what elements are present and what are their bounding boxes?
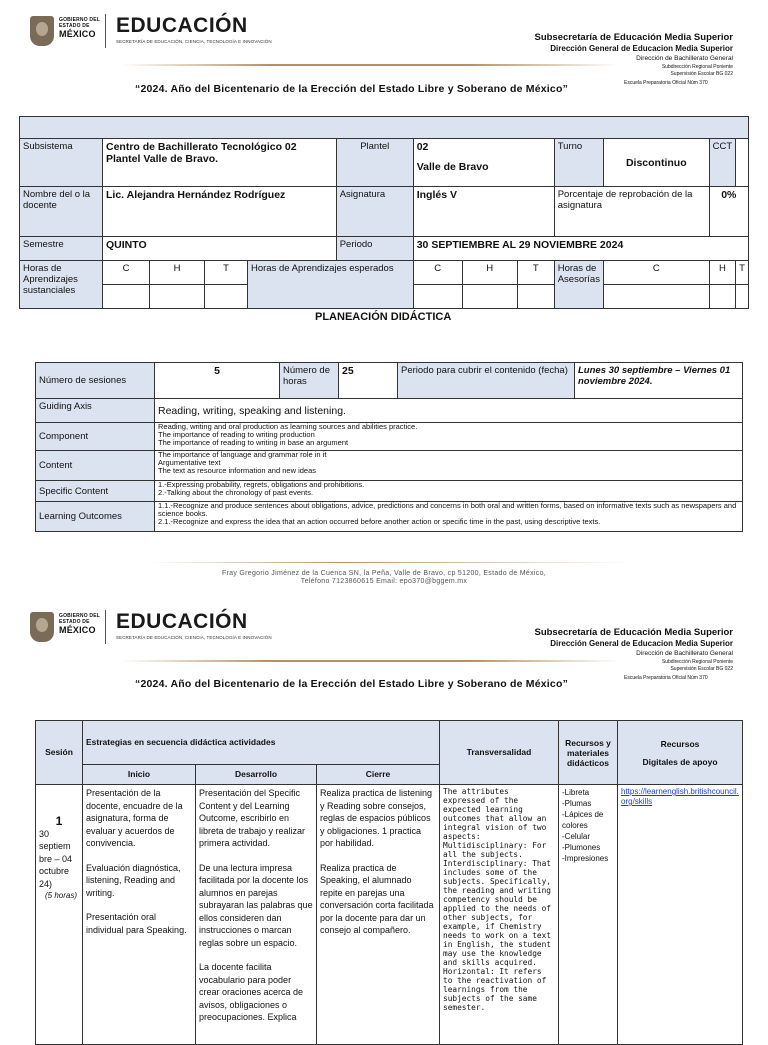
periodo-cubrir-value: Lunes 30 septiembre – Viernes 01 noviembre 2024. [575, 363, 743, 399]
estrategias-header: Estrategias en secuencia didáctica actividades [83, 721, 440, 765]
inicio-header: Inicio [83, 765, 196, 785]
secretaria-name: SECRETARÍA DE EDUCACIÓN, CIENCIA, TECNOLOGÍA E INNOVACIÓN [116, 39, 272, 44]
content-line: The text as resource information and new ideas [158, 466, 317, 475]
hours-cell [205, 285, 248, 309]
escuela: Escuela Preparatoria Oficial Núm 370 [624, 80, 708, 86]
supervision: Supervisión Escolar BG 022 [670, 666, 733, 672]
hours-cell [603, 285, 709, 309]
gov-line: MÉXICO [59, 625, 96, 635]
recursos-digitales-cell [618, 785, 743, 1045]
asignatura-label: Asignatura [336, 187, 413, 237]
gov-logo-text [59, 17, 100, 40]
recursos-header: Recursos y materiales didácticos [559, 721, 618, 785]
state-seal-icon [30, 16, 54, 46]
component-line: The importance of reading to writing in base an argument [158, 438, 349, 447]
subdireccion: Subdirección Regional Poniente [661, 64, 733, 70]
direccion-bachillerato: Dirección de Bachillerato General [636, 55, 733, 62]
recursos-digitales-line: Digitales de apoyo [642, 756, 718, 767]
page1-footer [0, 570, 768, 586]
sesiones-value: 5 [155, 363, 280, 399]
escuela: Escuela Preparatoria Oficial Núm 370 [624, 675, 708, 681]
session-number: 1 [55, 814, 63, 828]
content-line: Argumentative text [158, 458, 221, 467]
axis-value: Reading, writing, speaking and listening. [155, 399, 743, 423]
col-h: H [709, 261, 736, 285]
session-date: 30 septiem bre – 04 octubre 24) [39, 828, 73, 889]
hours-cell [517, 285, 554, 309]
col-t: T [205, 261, 248, 285]
axis-label: Guiding Axis [36, 399, 155, 423]
session-1-cell [36, 785, 83, 1045]
transversalidad-header: Transversalidad [440, 721, 559, 785]
gov-logo-text [59, 613, 100, 636]
horas-ases-label: Horas de Asesorías [554, 261, 603, 309]
sesiones-label: Número de sesiones [36, 363, 155, 399]
desarrollo-header: Desarrollo [196, 765, 317, 785]
direccion-general: Dirección General de Educacion Media Superior [550, 44, 733, 53]
component-label: Component [36, 423, 155, 451]
cct-label: CCT [709, 139, 736, 187]
transversalidad-cell: The attributes expressed of the expected learning outcomes that allow an integral vision of two aspects: Multidisciplinary: For all the subjects. Interdisciplinary: That includes some of the subjects. Specifically, the reading and writing competency should be applied to the needs of other subjects, for example, if Chemistry needs to work on a text in English, the student may use the knowledge and skills acquired. Horizontal: It refers to the reactivation of learnings from the subjects of the same semester. [440, 785, 559, 1045]
recursos-digitales-line: Recursos [660, 738, 700, 749]
recurso-item: -Lápices de colores [562, 810, 604, 830]
horas-esp-label: Horas de Aprendizajes esperados [248, 261, 414, 309]
plan-table [35, 362, 743, 532]
divider [105, 14, 106, 48]
docente-value: Lic. Alejandra Hernández Rodríguez [103, 187, 337, 237]
gov-line: GOBIERNO DEL [59, 613, 101, 619]
cierre-paragraph: Realiza practica de Speaking, el alumnado repite en parejas una conversación corta facilitada por la docente para dar un consejo al compañero. [320, 862, 434, 935]
subsecretaria: Subsecretaría de Educación Media Superior [534, 627, 733, 638]
col-t: T [517, 261, 554, 285]
periodo-cubrir-label: Periodo para cubrir el contenido (fecha) [398, 363, 575, 399]
subsistema-value: Centro de Bachillerato Tecnológico 02 Plantel Valle de Bravo. [103, 139, 337, 187]
hours-cell [462, 285, 517, 309]
col-c: C [103, 261, 150, 285]
component-value [155, 423, 743, 451]
session-hours: (5 horas) [45, 891, 78, 900]
specific-value [155, 481, 743, 502]
semestre-value: QUINTO [103, 237, 337, 261]
footer-rule [150, 562, 630, 563]
subsecretaria: Subsecretaría de Educación Media Superior [534, 32, 733, 43]
asignatura-value: Inglés V [413, 187, 554, 237]
plantel-name: Valle de Bravo [416, 161, 489, 173]
hours-cell [150, 285, 205, 309]
inicio-paragraph: Presentación de la docente, encuadre de la asignatura, forma de evaluar y acuerdos de convivencia. [86, 788, 183, 848]
inicio-paragraph: Evaluación diagnóstica, listening, Reading and writing. [86, 862, 181, 898]
desarrollo-paragraph: De una lectura impresa facilitada por la docente los alumnos en parejas subrayaran las palabras que ellos consideren dan instrucciones o marcan reglas sobre un espacio. [199, 862, 313, 948]
desarrollo-cell [196, 785, 317, 1045]
cierre-header: Cierre [317, 765, 440, 785]
col-t: T [736, 261, 749, 285]
desarrollo-paragraph: Presentación del Specific Content y del Learning Outcome, escribirlo en libreta de trabajo y realizar primera actividad. [199, 788, 306, 848]
gold-rule [120, 64, 620, 66]
semestre-label: Semestre [20, 237, 103, 261]
specific-line: 2.-Talking about the chronology of past events. [158, 488, 314, 497]
gov-line: ESTADO DE [59, 619, 90, 625]
hours-cell [709, 285, 736, 309]
specific-label: Specific Content [36, 481, 155, 502]
cierre-paragraph: Realiza practica de listening y Reading sobre consejos, reglas de espacios públicos y obligaciones. 1 practica por habilidad. [320, 788, 433, 848]
table-banner [20, 117, 749, 139]
cierre-cell [317, 785, 440, 1045]
component-line: The importance of reading to writing production [158, 430, 315, 439]
reprobacion-label: Porcentaje de reprobación de la asignatura [554, 187, 709, 237]
hours-cell [103, 285, 150, 309]
horas-label: Número de horas [280, 363, 339, 399]
col-c: C [603, 261, 709, 285]
sesion-header: Sesión [36, 721, 83, 785]
periodo-label: Periodo [336, 237, 413, 261]
gov-line: ESTADO DE [59, 23, 90, 29]
general-info-table [19, 116, 749, 309]
hours-cell [413, 285, 462, 309]
inicio-paragraph: Presentación oral individual para Speaking. [86, 912, 187, 935]
state-seal-icon [30, 612, 54, 642]
sessions-table [35, 720, 743, 1045]
gov-line: MÉXICO [59, 29, 96, 39]
col-h: H [150, 261, 205, 285]
horas-sust-label: Horas de Aprendizajes sustanciales [20, 261, 103, 309]
recursos-cell [559, 785, 618, 1045]
periodo-value: 30 SEPTIEMBRE AL 29 NOVIEMBRE 2024 [413, 237, 748, 261]
outcomes-label: Learning Outcomes [36, 502, 155, 532]
plantel-num: 02 [416, 141, 429, 153]
content-label: Content [36, 451, 155, 481]
recurso-item: -Plumas [562, 799, 592, 808]
plan-title: PLANEACIÓN DIDÁCTICA [315, 311, 452, 323]
british-council-link[interactable]: https://learnenglish.britishcouncil.org/skills [621, 787, 739, 806]
direccion-general: Dirección General de Educacion Media Superior [550, 639, 733, 648]
supervision: Supervisión Escolar BG 022 [670, 71, 733, 77]
col-c: C [413, 261, 462, 285]
turno-value: Discontinuo [603, 139, 709, 187]
gold-rule [120, 660, 620, 662]
recurso-item: -Impresiones [562, 854, 609, 863]
gov-line: GOBIERNO DEL [59, 17, 101, 23]
content-value [155, 451, 743, 481]
plantel-label: Plantel [336, 139, 413, 187]
content-line: The importance of language and grammar role in it [158, 450, 327, 459]
plantel-value [413, 139, 554, 187]
recurso-item: -Libreta [562, 788, 590, 797]
recursos-digitales-header [618, 721, 743, 785]
secretaria-name: SECRETARÍA DE EDUCACIÓN, CIENCIA, TECNOLOGÍA E INNOVACIÓN [116, 635, 272, 640]
subdireccion: Subdirección Regional Poniente [661, 659, 733, 665]
inicio-cell [83, 785, 196, 1045]
turno-label: Turno [554, 139, 603, 187]
education-logo: EDUCACIÓN [116, 14, 248, 37]
recurso-item: -Celular [562, 832, 591, 841]
education-logo: EDUCACIÓN [116, 610, 248, 633]
motto: “2024. Año del Bicentenario de la Erección del Estado Libre y Soberano de México” [135, 678, 569, 690]
footer-contact: Teléfono 7123860615 Email: epo370@bggem.mx [300, 578, 468, 585]
motto: “2024. Año del Bicentenario de la Erección del Estado Libre y Soberano de México” [135, 83, 569, 95]
specific-line: 1.-Expressing probability, regrets, obligations and prohibitions. [158, 480, 365, 489]
outcomes-line: 1.1.-Recognize and produce sentences about obligations, advice, predictions and concerns in both oral and written forms, based on informative texts such as newspapers and science books. [158, 501, 737, 518]
desarrollo-paragraph: La docente facilita vocabulario para poder crear oraciones acerca de avisos, obligaciones o preocupaciones. Explica [199, 962, 304, 1022]
component-line: Reading, writing and oral production as learning sources and abilities practice. [158, 422, 418, 431]
divider [105, 610, 106, 644]
outcomes-line: 2.1.-Recognize and express the idea that an action occurred before another action or specific time in the past, using descriptive texts. [158, 517, 601, 526]
hours-cell [736, 285, 749, 309]
horas-value: 25 [339, 363, 398, 399]
cct-value [736, 139, 749, 187]
direccion-bachillerato: Dirección de Bachillerato General [636, 650, 733, 657]
outcomes-value [155, 502, 743, 532]
recurso-item: -Plumones [562, 843, 601, 852]
footer-address: Fray Gregorio Jiménez de la Cuenca SN, la Peña, Valle de Bravo, cp 51200, Estado de México, [221, 570, 547, 577]
docente-label: Nombre del o la docente [20, 187, 103, 237]
col-h: H [462, 261, 517, 285]
reprobacion-value: 0% [709, 187, 748, 237]
subsistema-label: Subsistema [20, 139, 103, 187]
